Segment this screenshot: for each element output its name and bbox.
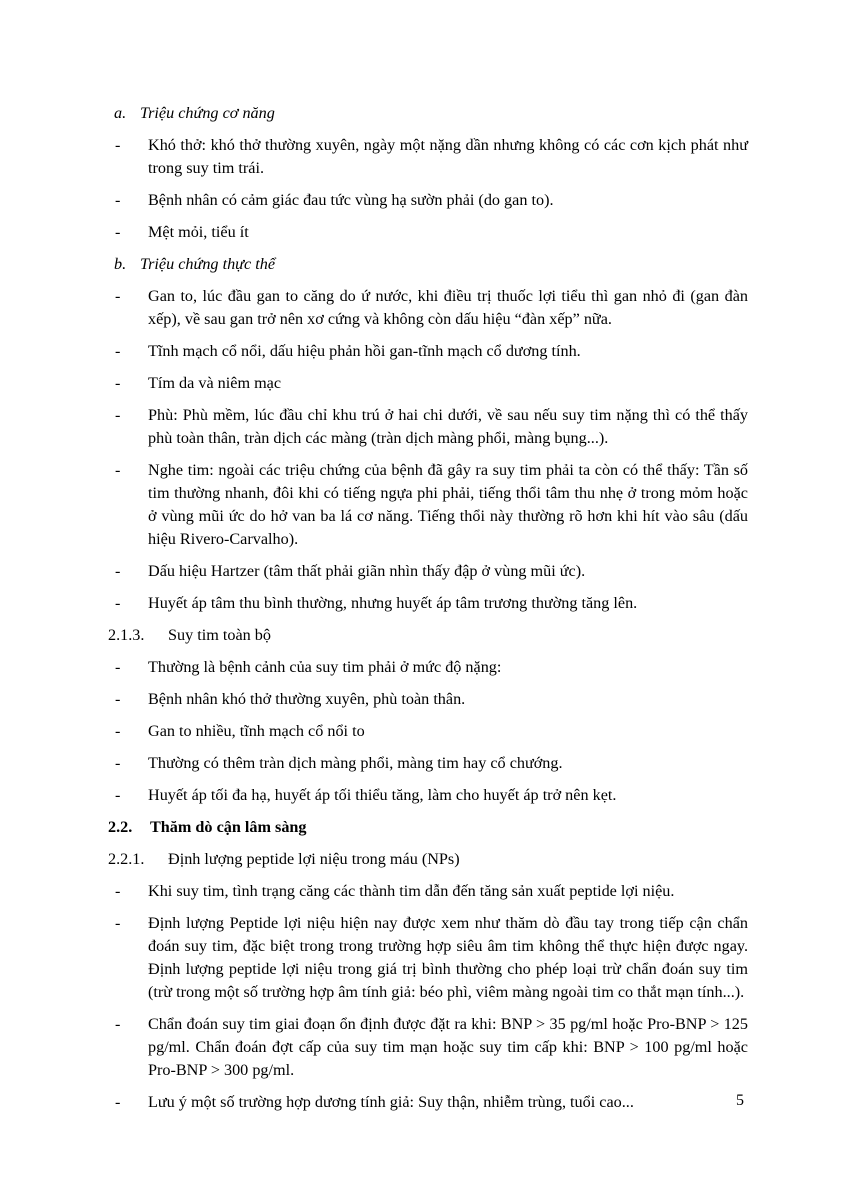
bullet-dash: - bbox=[115, 786, 121, 804]
heading-number: 2.1.3. bbox=[108, 626, 145, 644]
bullet-dash: - bbox=[115, 191, 121, 209]
bullet-item bbox=[108, 1091, 748, 1114]
bullet-dash: - bbox=[115, 342, 121, 360]
subsection-heading bbox=[108, 624, 748, 647]
bullet-text: Khó thở: khó thở thường xuyên, ngày một nặng dần nhưng không có các cơn kịch phát như trong suy tim trái. bbox=[148, 136, 748, 177]
bullet-item bbox=[108, 912, 748, 1004]
bullet-dash: - bbox=[115, 287, 121, 305]
bullet-text: Bệnh nhân khó thở thường xuyên, phù toàn thân. bbox=[148, 690, 466, 708]
bullet-dash: - bbox=[115, 374, 121, 392]
bullet-item bbox=[108, 459, 748, 551]
bullet-text: Lưu ý một số trường hợp dương tính giả: Suy thận, nhiễm trùng, tuổi cao... bbox=[148, 1093, 634, 1111]
heading-number: a. bbox=[114, 104, 127, 122]
subheading-italic bbox=[114, 102, 748, 125]
heading-number: 2.2. bbox=[108, 818, 133, 836]
heading-number: b. bbox=[114, 255, 127, 273]
bullet-item bbox=[108, 688, 748, 711]
bullet-text: Huyết áp tâm thu bình thường, nhưng huyết áp tâm trương thường tăng lên. bbox=[148, 594, 638, 612]
bullet-item bbox=[108, 752, 748, 775]
bullet-text: Mệt mỏi, tiểu ít bbox=[148, 223, 249, 241]
bullet-text: Gan to, lúc đầu gan to căng do ứ nước, khi điều trị thuốc lợi tiểu thì gan nhỏ đi (gan đàn xếp), về sau gan trở nên xơ cứng và không còn dấu hiệu “đàn xếp” nữa. bbox=[148, 287, 748, 328]
bullet-dash: - bbox=[115, 594, 121, 612]
bullet-item bbox=[108, 404, 748, 450]
bullet-dash: - bbox=[115, 722, 121, 740]
bullet-text: Khi suy tim, tình trạng căng các thành tim dẫn đến tăng sản xuất peptide lợi niệu. bbox=[148, 882, 675, 900]
bullet-item bbox=[108, 221, 748, 244]
bullet-dash: - bbox=[115, 1015, 121, 1033]
bullet-dash: - bbox=[115, 136, 121, 154]
bullet-text: Định lượng Peptide lợi niệu hiện nay được xem như thăm dò đầu tay trong tiếp cận chẩn đoán suy tim, đặc biệt trong trong trường hợp siêu âm tim không thể thực hiện được ngay. Định lượng peptide lợi niệu trong giá trị bình thường cho phép loại trừ chẩn đoán suy tim (trừ trong một số trường hợp âm tính giả: béo phì, viêm màng ngoài tim co thắt mạn tính...). bbox=[148, 914, 748, 1001]
section-heading bbox=[108, 816, 748, 839]
bullet-dash: - bbox=[115, 754, 121, 772]
subsection-heading bbox=[108, 848, 748, 871]
bullet-text: Chẩn đoán suy tim giai đoạn ổn định được đặt ra khi: BNP > 35 pg/ml hoặc Pro-BNP > 125 pg/ml. Chẩn đoán đợt cấp của suy tim mạn hoặc suy tim cấp khi: BNP > 100 pg/ml hoặc Pro-BNP > 300 pg/ml. bbox=[148, 1015, 748, 1079]
bullet-item bbox=[108, 372, 748, 395]
bullet-item bbox=[108, 340, 748, 363]
bullet-item bbox=[108, 285, 748, 331]
bullet-text: Thường là bệnh cảnh của suy tim phải ở mức độ nặng: bbox=[148, 658, 502, 676]
bullet-item bbox=[108, 134, 748, 180]
bullet-dash: - bbox=[115, 882, 121, 900]
heading-text: Thăm dò cận lâm sàng bbox=[150, 818, 307, 836]
bullet-text: Gan to nhiều, tĩnh mạch cổ nổi to bbox=[148, 722, 365, 740]
bullet-dash: - bbox=[115, 406, 121, 424]
bullet-text: Tím da và niêm mạc bbox=[148, 374, 282, 392]
bullet-dash: - bbox=[115, 690, 121, 708]
page-number: 5 bbox=[736, 1092, 744, 1109]
bullet-item bbox=[108, 592, 748, 615]
heading-text: Định lượng peptide lợi niệu trong máu (NPs) bbox=[168, 850, 460, 868]
bullet-item bbox=[108, 784, 748, 807]
page-content bbox=[108, 102, 748, 1123]
bullet-text: Phù: Phù mềm, lúc đầu chỉ khu trú ở hai chi dưới, về sau nếu suy tim nặng thì có thể thấy phù toàn thân, tràn dịch các màng (tràn dịch màng phổi, màng bụng...). bbox=[148, 406, 748, 447]
bullet-item bbox=[108, 1013, 748, 1082]
bullet-dash: - bbox=[115, 1093, 121, 1111]
bullet-text: Huyết áp tối đa hạ, huyết áp tối thiểu tăng, làm cho huyết áp trở nên kẹt. bbox=[148, 786, 617, 804]
bullet-dash: - bbox=[115, 562, 121, 580]
subheading-italic bbox=[114, 253, 748, 276]
heading-text: Suy tim toàn bộ bbox=[168, 626, 271, 644]
heading-text: Triệu chứng cơ năng bbox=[140, 104, 275, 122]
bullet-text: Dấu hiệu Hartzer (tâm thất phải giãn nhìn thấy đập ở vùng mũi ức). bbox=[148, 562, 586, 580]
bullet-text: Bệnh nhân có cảm giác đau tức vùng hạ sườn phải (do gan to). bbox=[148, 191, 554, 209]
heading-text: Triệu chứng thực thể bbox=[140, 255, 276, 273]
bullet-text: Tĩnh mạch cổ nổi, dấu hiệu phản hồi gan-tĩnh mạch cổ dương tính. bbox=[148, 342, 581, 360]
bullet-item bbox=[108, 720, 748, 743]
bullet-dash: - bbox=[115, 914, 121, 932]
bullet-text: Nghe tim: ngoài các triệu chứng của bệnh đã gây ra suy tim phải ta còn có thể thấy: Tần số tim thường nhanh, đôi khi có tiếng ngựa phi phải, tiếng thổi tâm thu nhẹ ở trong mỏm hoặc ở vùng mũi ức do hở van ba lá cơ năng. Tiếng thổi này thường rõ hơn khi hít vào sâu (dấu hiệu Rivero-Carvalho). bbox=[148, 461, 748, 548]
bullet-dash: - bbox=[115, 223, 121, 241]
heading-number: 2.2.1. bbox=[108, 850, 145, 868]
bullet-text: Thường có thêm tràn dịch màng phổi, màng tim hay cổ chướng. bbox=[148, 754, 563, 772]
bullet-item bbox=[108, 656, 748, 679]
bullet-item bbox=[108, 880, 748, 903]
bullet-item bbox=[108, 189, 748, 212]
bullet-dash: - bbox=[115, 461, 121, 479]
bullet-dash: - bbox=[115, 658, 121, 676]
bullet-item bbox=[108, 560, 748, 583]
